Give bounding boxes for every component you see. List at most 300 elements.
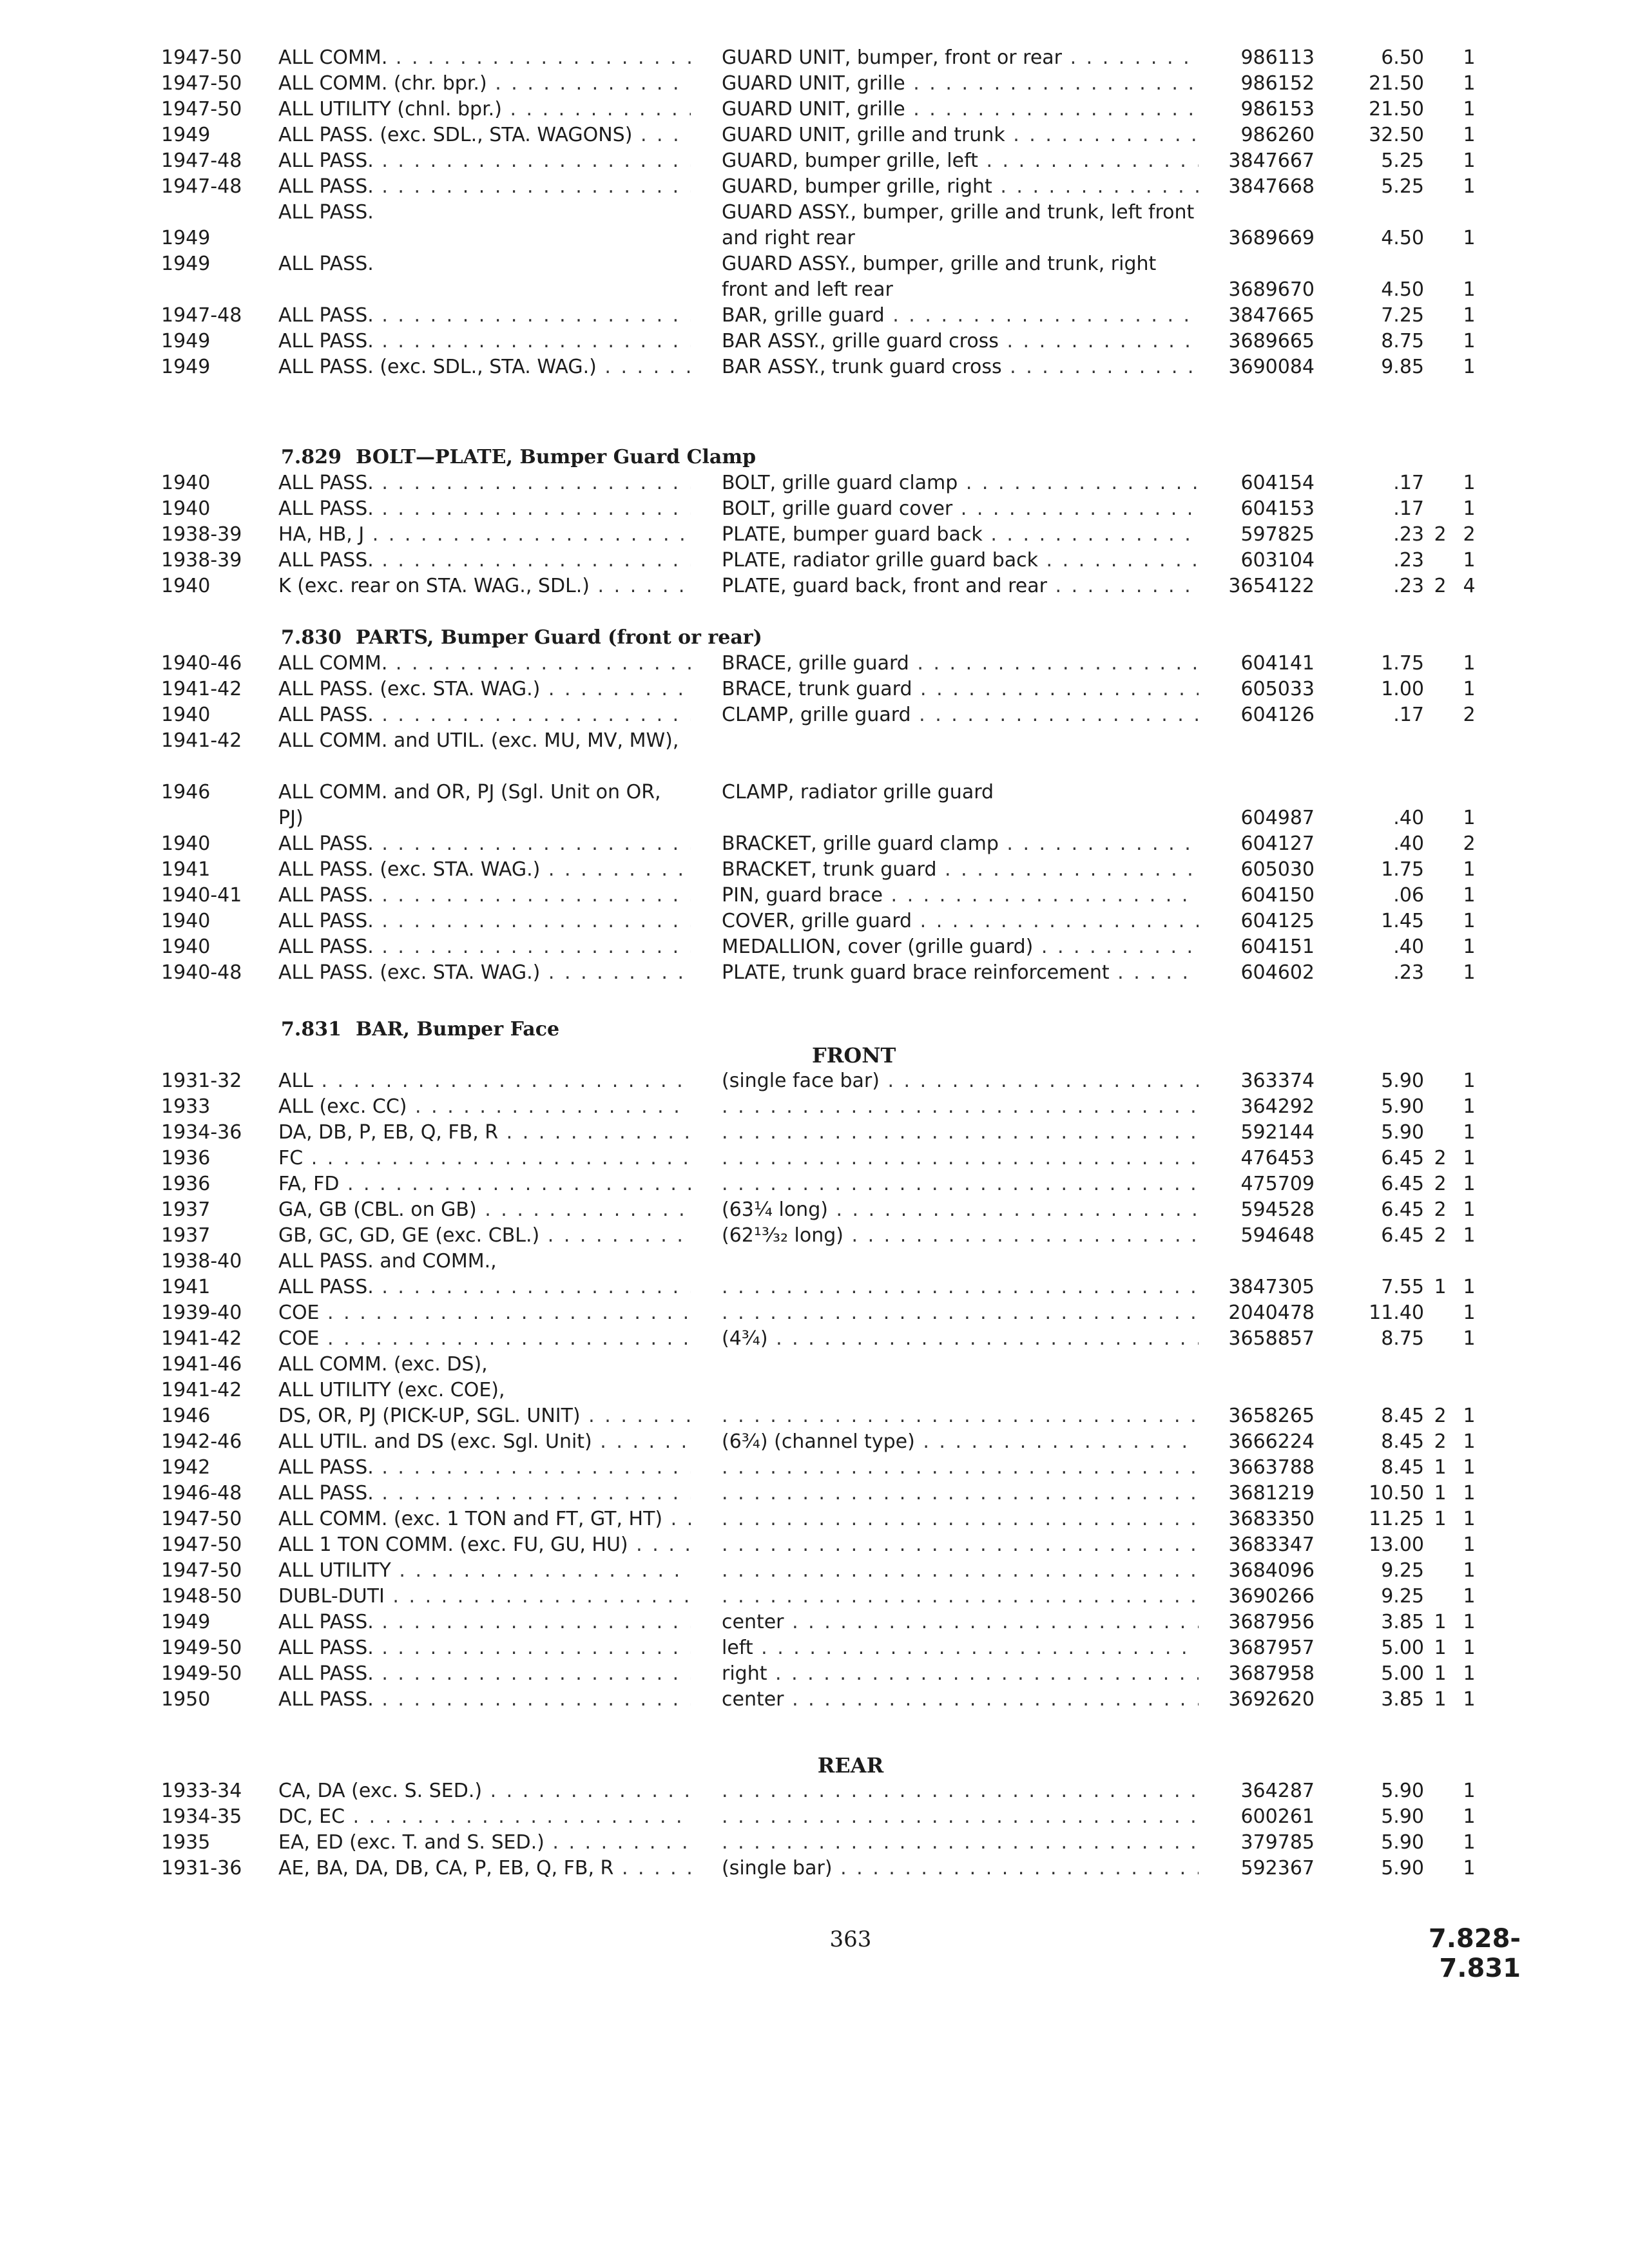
model-year: 1946 (161, 1405, 211, 1427)
part-description: BAR ASSY., grille guard cross . . . (722, 329, 1199, 354)
parts-row (0, 677, 1629, 702)
list-price: 5.00 (1381, 1637, 1424, 1659)
applicable-models: ALL COMM. . . . (278, 45, 691, 71)
list-price: .23 (1393, 523, 1424, 546)
part-description (722, 1094, 1199, 1120)
list-price: 1.75 (1381, 858, 1424, 881)
section-number: 7.831 (281, 1018, 342, 1041)
parts-row (0, 548, 1629, 573)
parts-row (0, 354, 1629, 380)
section-heading-7831 (281, 1017, 559, 1043)
parts-row (0, 71, 1629, 97)
part-description: GUARD UNIT, grille . . . (722, 71, 1199, 97)
model-year: 1949 (161, 253, 211, 275)
parts-row (0, 1146, 1629, 1171)
model-year: 1946 (161, 781, 211, 803)
part-number: 364287 (1240, 1780, 1315, 1802)
part-description: (6¾) (channel type) . . . (722, 1429, 1199, 1455)
parts-row (0, 728, 1629, 780)
applicable-models: ALL PASS. (exc. STA. WAG.) . . . (278, 677, 691, 702)
part-description: MEDALLION, cover (grille guard) . . . (722, 934, 1199, 960)
part-number: 3689670 (1228, 278, 1315, 301)
applicable-models: ALL 1 TON COMM. (exc. FU, GU, HU) . . . (278, 1532, 691, 1558)
quantity-group: 2 (1434, 523, 1447, 546)
section-heading-7829 (281, 445, 756, 470)
model-year: 1947-50 (161, 1508, 242, 1530)
quantity-required: 1 (1463, 175, 1476, 198)
list-price: 8.75 (1381, 330, 1424, 352)
quantity-required: 1 (1463, 149, 1476, 172)
parts-row (0, 1300, 1629, 1326)
applicable-models: ALL (exc. CC) . . . (278, 1094, 691, 1120)
parts-row (0, 1094, 1629, 1120)
quantity-required: 1 (1463, 678, 1476, 700)
parts-row (0, 251, 1629, 303)
quantity-required: 1 (1463, 884, 1476, 907)
front-subheading: FRONT (812, 1043, 896, 1068)
list-price: 5.90 (1381, 1095, 1424, 1118)
model-year: 1933-34 (161, 1780, 242, 1802)
part-number: 986153 (1240, 98, 1315, 120)
part-description (722, 1403, 1199, 1429)
part-description (722, 1830, 1199, 1856)
list-price: .17 (1393, 704, 1424, 726)
part-description (722, 1120, 1199, 1146)
quantity-group: 1 (1434, 1482, 1447, 1504)
model-year: 1948-50 (161, 1585, 242, 1608)
applicable-models: ALL PASS. . . . (278, 831, 691, 857)
list-price: 3.85 (1381, 1688, 1424, 1711)
quantity-group: 1 (1434, 1662, 1447, 1685)
part-description: BRACE, trunk guard . . . (722, 677, 1199, 702)
part-description: COVER, grille guard . . . (722, 908, 1199, 934)
parts-row (0, 1378, 1629, 1403)
part-number: 3666224 (1228, 1430, 1315, 1453)
list-price: 13.00 (1369, 1533, 1424, 1556)
model-year: 1942-46 (161, 1430, 242, 1453)
applicable-models: ALL UTILITY . . . (278, 1558, 691, 1584)
quantity-group: 1 (1434, 1276, 1447, 1298)
model-year: 1949 (161, 227, 211, 249)
quantity-required: 1 (1463, 1327, 1476, 1350)
list-price: 5.90 (1381, 1857, 1424, 1879)
quantity-group: 2 (1434, 1198, 1447, 1221)
part-description (722, 1274, 1199, 1300)
applicable-models: ALL PASS. . . . (278, 303, 691, 329)
list-price: 5.25 (1381, 175, 1424, 198)
parts-row (0, 960, 1629, 986)
part-description: BAR ASSY., trunk guard cross . . . (722, 354, 1199, 380)
applicable-models: DA, DB, P, EB, Q, FB, R . . . (278, 1120, 691, 1146)
list-price: 8.75 (1381, 1327, 1424, 1350)
parts-row (0, 45, 1629, 71)
part-number: 3692620 (1228, 1688, 1315, 1711)
part-description: center . . . (722, 1610, 1199, 1635)
section-title: BAR, Bumper Face (355, 1018, 560, 1041)
parts-row (0, 1171, 1629, 1197)
list-price: 11.40 (1369, 1302, 1424, 1324)
applicable-models: ALL PASS. . . . (278, 470, 691, 496)
part-description: CLAMP, radiator grille guard (722, 781, 994, 803)
applicable-models: ALL PASS. . . . (278, 934, 691, 960)
list-price: .17 (1393, 472, 1424, 494)
model-year: 1937 (161, 1224, 211, 1247)
applicable-models: ALL PASS. . . . (278, 329, 691, 354)
parts-row (0, 1249, 1629, 1274)
parts-row (0, 174, 1629, 200)
part-number: 3687956 (1228, 1611, 1315, 1633)
applicable-models: ALL COMM. (exc. DS), (278, 1353, 488, 1376)
quantity-required: 1 (1463, 46, 1476, 69)
applicable-models: ALL PASS. . . . (278, 1274, 691, 1300)
parts-row (0, 1687, 1629, 1713)
applicable-models: GB, GC, GD, GE (exc. CBL.) . . . (278, 1223, 691, 1249)
quantity-required: 1 (1463, 1688, 1476, 1711)
applicable-models: DUBL-DUTI . . . (278, 1584, 691, 1610)
quantity-required: 1 (1463, 1805, 1476, 1828)
quantity-required: 2 (1463, 832, 1476, 855)
applicable-models: HA, HB, J . . . (278, 522, 691, 548)
model-year: 1941-42 (161, 678, 242, 700)
part-number: 3689665 (1228, 330, 1315, 352)
list-price: 5.90 (1381, 1780, 1424, 1802)
model-year: 1940 (161, 910, 211, 932)
parts-row (0, 1661, 1629, 1687)
model-year: 1938-39 (161, 549, 242, 572)
parts-row (0, 329, 1629, 354)
part-description (722, 1300, 1199, 1326)
list-price: 5.90 (1381, 1070, 1424, 1092)
applicable-models: ALL PASS. . . . (278, 1455, 691, 1481)
list-price: 9.85 (1381, 356, 1424, 378)
parts-row (0, 1197, 1629, 1223)
parts-row (0, 573, 1629, 599)
part-description (722, 728, 1199, 780)
section-number: 7.830 (281, 626, 342, 649)
applicable-models: ALL PASS. . . . (278, 1610, 691, 1635)
part-description: (63¼ long) . . . (722, 1197, 1199, 1223)
part-description (722, 1584, 1199, 1610)
section-heading-7830 (281, 625, 762, 651)
applicable-models: FA, FD . . . (278, 1171, 691, 1197)
applicable-models: ALL PASS. . . . (278, 702, 691, 728)
part-description: GUARD, bumper grille, left . . . (722, 148, 1199, 174)
applicable-models: ALL COMM. (chr. bpr.) . . . (278, 71, 691, 97)
quantity-group: 2 (1434, 1147, 1447, 1169)
model-year: 1942 (161, 1456, 211, 1479)
list-price: 7.25 (1381, 304, 1424, 327)
quantity-group: 1 (1434, 1688, 1447, 1711)
part-number: 3663788 (1228, 1456, 1315, 1479)
part-number: 3687958 (1228, 1662, 1315, 1685)
parts-row (0, 883, 1629, 908)
list-price: 6.45 (1381, 1198, 1424, 1221)
list-price: 9.25 (1381, 1585, 1424, 1608)
rear-subheading: REAR (817, 1753, 884, 1778)
part-description: (single bar) . . . (722, 1856, 1199, 1881)
quantity-required: 1 (1463, 549, 1476, 572)
part-description: right . . . (722, 1661, 1199, 1687)
quantity-required: 1 (1463, 98, 1476, 120)
part-description (722, 1171, 1199, 1197)
quantity-required: 1 (1463, 72, 1476, 95)
applicable-models: ALL PASS. . . . (278, 883, 691, 908)
list-price: 1.00 (1381, 678, 1424, 700)
model-year: 1949-50 (161, 1637, 242, 1659)
parts-row (0, 651, 1629, 677)
part-description: BRACE, grille guard . . . (722, 651, 1199, 677)
part-description: CLAMP, grille guard . . . (722, 702, 1199, 728)
quantity-required: 1 (1463, 910, 1476, 932)
quantity-required: 2 (1463, 523, 1476, 546)
parts-row (0, 97, 1629, 122)
part-number: 605033 (1240, 678, 1315, 700)
quantity-required: 1 (1463, 1831, 1476, 1854)
list-price: 3.85 (1381, 1611, 1424, 1633)
part-description: (4¾) . . . (722, 1326, 1199, 1352)
applicable-models: ALL PASS. . . . (278, 1481, 691, 1506)
applicable-models: ALL PASS. (exc. SDL., STA. WAGONS) . . . (278, 122, 691, 148)
part-number: 605030 (1240, 858, 1315, 881)
part-number: 3683350 (1228, 1508, 1315, 1530)
part-number: 604154 (1240, 472, 1315, 494)
quantity-required: 1 (1463, 858, 1476, 881)
parts-row (0, 122, 1629, 148)
part-number: 604126 (1240, 704, 1315, 726)
applicable-models: CA, DA (exc. S. SED.) . . . (278, 1778, 691, 1804)
model-year: 1950 (161, 1688, 211, 1711)
parts-row (0, 934, 1629, 960)
list-price: .06 (1393, 884, 1424, 907)
parts-row (0, 1804, 1629, 1830)
model-year: 1941-46 (161, 1353, 242, 1376)
part-number: 2040478 (1228, 1302, 1315, 1324)
model-year: 1947-48 (161, 304, 242, 327)
quantity-required: 1 (1463, 1456, 1476, 1479)
model-year: 1947-50 (161, 46, 242, 69)
quantity-required: 1 (1463, 807, 1476, 829)
list-price: 8.45 (1381, 1456, 1424, 1479)
part-number: 3690084 (1228, 356, 1315, 378)
model-year: 1940 (161, 832, 211, 855)
part-description (722, 1455, 1199, 1481)
list-price: 21.50 (1369, 72, 1424, 95)
model-year: 1931-32 (161, 1070, 242, 1092)
parts-row (0, 1856, 1629, 1881)
part-number: 603104 (1240, 549, 1315, 572)
applicable-models: COE . . . (278, 1326, 691, 1352)
part-description (722, 1532, 1199, 1558)
part-number: 3687957 (1228, 1637, 1315, 1659)
applicable-models: ALL PASS. (278, 253, 374, 275)
quantity-required: 1 (1463, 330, 1476, 352)
part-number: 986152 (1240, 72, 1315, 95)
quantity-required: 1 (1463, 1662, 1476, 1685)
part-description: BOLT, grille guard clamp . . . (722, 470, 1199, 496)
part-number: 3658265 (1228, 1405, 1315, 1427)
quantity-required: 1 (1463, 1198, 1476, 1221)
parts-row (0, 780, 1629, 831)
list-price: 5.00 (1381, 1662, 1424, 1685)
parts-row (0, 1506, 1629, 1532)
part-description (722, 1558, 1199, 1584)
applicable-models: ALL COMM. (exc. 1 TON and FT, GT, HT) . . . (278, 1506, 691, 1532)
part-description (722, 1506, 1199, 1532)
quantity-required: 2 (1463, 704, 1476, 726)
list-price: 5.90 (1381, 1805, 1424, 1828)
model-year: 1940-41 (161, 884, 242, 907)
part-number: 604151 (1240, 936, 1315, 958)
list-price: 1.75 (1381, 652, 1424, 675)
applicable-models: AE, BA, DA, DB, CA, P, EB, Q, FB, R . . . (278, 1856, 691, 1881)
model-year: 1935 (161, 1831, 211, 1854)
applicable-models: K (exc. rear on STA. WAG., SDL.) . . . (278, 573, 691, 599)
applicable-models: ALL COMM. and OR, PJ (Sgl. Unit on OR, PJ) (278, 781, 661, 829)
model-year: 1941 (161, 1276, 211, 1298)
parts-row (0, 1429, 1629, 1455)
model-year: 1947-50 (161, 1533, 242, 1556)
applicable-models: ALL PASS. (278, 201, 374, 224)
parts-row (0, 908, 1629, 934)
quantity-required: 1 (1463, 1585, 1476, 1608)
model-year: 1934-36 (161, 1121, 242, 1144)
quantity-required: 1 (1463, 304, 1476, 327)
part-description: GUARD UNIT, grille . . . (722, 97, 1199, 122)
model-year: 1947-50 (161, 72, 242, 95)
model-year: 1936 (161, 1173, 211, 1195)
part-description: (62¹³⁄₃₂ long) . . . (722, 1223, 1199, 1249)
model-year: 1940-46 (161, 652, 242, 675)
list-price: 32.50 (1369, 124, 1424, 146)
part-description: PIN, guard brace . . . (722, 883, 1199, 908)
parts-row (0, 1532, 1629, 1558)
applicable-models: ALL PASS. . . . (278, 908, 691, 934)
quantity-group: 2 (1434, 575, 1447, 597)
quantity-required: 1 (1463, 1276, 1476, 1298)
part-number: 3683347 (1228, 1533, 1315, 1556)
part-number: 604141 (1240, 652, 1315, 675)
applicable-models: ALL . . . (278, 1068, 691, 1094)
parts-row (0, 522, 1629, 548)
part-number: 3847305 (1228, 1276, 1315, 1298)
quantity-required: 1 (1463, 1533, 1476, 1556)
model-year: 1940 (161, 704, 211, 726)
part-description: GUARD UNIT, grille and trunk . . . (722, 122, 1199, 148)
list-price: .23 (1393, 575, 1424, 597)
part-description (722, 1146, 1199, 1171)
part-number: 604153 (1240, 497, 1315, 520)
applicable-models: ALL PASS. . . . (278, 1661, 691, 1687)
quantity-required: 1 (1463, 497, 1476, 520)
applicable-models: DC, EC . . . (278, 1804, 691, 1830)
quantity-required: 1 (1463, 1857, 1476, 1879)
applicable-models: ALL UTILITY (exc. COE), (278, 1379, 505, 1401)
quantity-required: 4 (1463, 575, 1476, 597)
part-number: 379785 (1240, 1831, 1315, 1854)
parts-row (0, 1403, 1629, 1429)
part-description: PLATE, bumper guard back . . . (722, 522, 1199, 548)
model-year: 1949 (161, 1611, 211, 1633)
quantity-group: 2 (1434, 1430, 1447, 1453)
list-price: .40 (1393, 936, 1424, 958)
quantity-required: 1 (1463, 1430, 1476, 1453)
part-description (722, 1804, 1199, 1830)
applicable-models: ALL PASS. . . . (278, 1635, 691, 1661)
part-number: 604987 (1240, 807, 1315, 829)
parts-row (0, 1120, 1629, 1146)
quantity-group: 2 (1434, 1173, 1447, 1195)
applicable-models: ALL PASS. (exc. STA. WAG.) . . . (278, 960, 691, 986)
list-price: 6.45 (1381, 1173, 1424, 1195)
list-price: 5.25 (1381, 149, 1424, 172)
quantity-group: 2 (1434, 1224, 1447, 1247)
quantity-group: 2 (1434, 1405, 1447, 1427)
applicable-models: ALL PASS. . . . (278, 174, 691, 200)
quantity-group: 1 (1434, 1508, 1447, 1530)
part-description: GUARD ASSY., bumper, grille and trunk, right front and left rear (722, 253, 1157, 301)
parts-row (0, 1068, 1629, 1094)
part-number: 604150 (1240, 884, 1315, 907)
quantity-required: 1 (1463, 1147, 1476, 1169)
applicable-models: ALL PASS. and COMM., (278, 1250, 497, 1273)
parts-row (0, 1635, 1629, 1661)
part-number: 3847667 (1228, 149, 1315, 172)
quantity-required: 1 (1463, 278, 1476, 301)
applicable-models: ALL UTIL. and DS (exc. Sgl. Unit) . . . (278, 1429, 691, 1455)
model-year: 1947-48 (161, 175, 242, 198)
part-number: 986113 (1240, 46, 1315, 69)
parts-row (0, 148, 1629, 174)
list-price: 1.45 (1381, 910, 1424, 932)
part-description: BRACKET, grille guard clamp . . . (722, 831, 1199, 857)
list-price: 9.25 (1381, 1559, 1424, 1582)
applicable-models: EA, ED (exc. T. and S. SED.) . . . (278, 1830, 691, 1856)
quantity-required: 1 (1463, 227, 1476, 249)
part-number: 594528 (1240, 1198, 1315, 1221)
quantity-required: 1 (1463, 652, 1476, 675)
part-number: 363374 (1240, 1070, 1315, 1092)
quantity-required: 1 (1463, 1224, 1476, 1247)
parts-row (0, 303, 1629, 329)
quantity-required: 1 (1463, 936, 1476, 958)
model-year: 1933 (161, 1095, 211, 1118)
quantity-required: 1 (1463, 1482, 1476, 1504)
applicable-models: DS, OR, PJ (PICK-UP, SGL. UNIT) . . . (278, 1403, 691, 1429)
quantity-required: 1 (1463, 1121, 1476, 1144)
part-description: GUARD, bumper grille, right . . . (722, 174, 1199, 200)
part-number: 3690266 (1228, 1585, 1315, 1608)
part-number: 3847668 (1228, 175, 1315, 198)
page-number: 363 (829, 1927, 872, 1952)
model-year: 1940 (161, 575, 211, 597)
quantity-required: 1 (1463, 1302, 1476, 1324)
list-price: 11.25 (1369, 1508, 1424, 1530)
list-price: 21.50 (1369, 98, 1424, 120)
quantity-required: 1 (1463, 472, 1476, 494)
quantity-required: 1 (1463, 1095, 1476, 1118)
model-year: 1941-42 (161, 729, 242, 752)
model-year: 1947-48 (161, 149, 242, 172)
part-number: 986260 (1240, 124, 1315, 146)
part-description: GUARD ASSY., bumper, grille and trunk, left front and right rear (722, 201, 1195, 249)
part-number: 604127 (1240, 832, 1315, 855)
quantity-required: 1 (1463, 1559, 1476, 1582)
model-year: 1940 (161, 936, 211, 958)
part-description: PLATE, trunk guard brace reinforcement . . . (722, 960, 1199, 986)
list-price: 8.45 (1381, 1430, 1424, 1453)
model-year: 1931-36 (161, 1857, 242, 1879)
quantity-required: 1 (1463, 1508, 1476, 1530)
